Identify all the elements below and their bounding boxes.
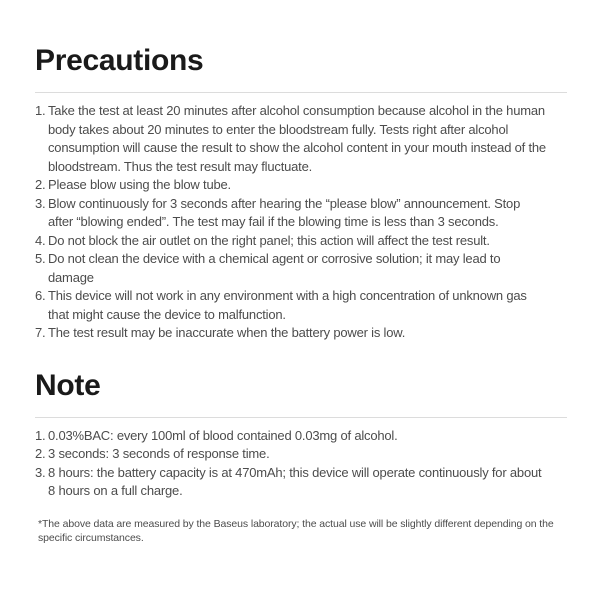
item-number: 4. [35,232,46,248]
item-text: Take the test at least 20 minutes after alcohol consumption because alcohol in the human body takes about 20 minutes to enter the bloodstream fully. Tests right after alcohol consumption will cause the result to show the alcohol content in your mouth instead of the bloodstream. Thus the test result may fluctuate. [48,103,546,174]
note-list [35,427,547,501]
item-text: 0.03%BAC: every 100ml of blood contained 0.03mg of alcohol. [48,427,398,443]
list-item [35,250,547,287]
item-number: 3. [35,464,46,480]
item-number: 2. [35,446,46,461]
list-item [35,232,547,251]
item-text: 8 hours: the battery capacity is at 470mAh; this device will operate continuously for about 8 hours on a full charge. [48,464,542,498]
item-number: 3. [35,195,46,211]
precautions-title: Precautions [35,44,204,77]
item-number: 7. [35,325,46,340]
list-item [35,427,547,446]
footnote: *The above data are measured by the Baseus laboratory; the actual use will be slightly different depending on the specific circumstances. [38,517,554,544]
list-item [35,287,547,324]
list-item [35,324,547,343]
item-text: Blow continuously for 3 seconds after hearing the “please blow” announcement. Stop after “blowing ended”. The test may fail if the blowing time is less than 3 seconds. [48,195,521,229]
item-number: 5. [35,251,46,266]
divider [35,92,567,93]
list-item [35,464,547,501]
list-item [35,195,547,232]
item-number: 2. [35,177,46,192]
item-text: The test result may be inaccurate when the battery power is low. [48,325,406,340]
list-item [35,102,547,176]
list-item [35,176,547,195]
item-text: Do not clean the device with a chemical agent or corrosive solution; it may lead to damage [48,251,501,285]
item-number: 1. [35,427,46,443]
item-number: 6. [35,288,46,303]
item-number: 1. [35,103,46,118]
item-text: 3 seconds: 3 seconds of response time. [48,446,270,461]
precautions-list [35,102,547,343]
item-text: Please blow using the blow tube. [48,177,231,192]
item-text: Do not block the air outlet on the right panel; this action will affect the test result. [48,232,490,248]
list-item [35,445,547,464]
divider [35,417,567,418]
item-text: This device will not work in any environment with a high concentration of unknown gas that might cause the device to malfunction. [48,288,527,322]
note-title: Note [35,368,101,402]
section-note [35,369,567,501]
section-precautions [35,44,567,343]
